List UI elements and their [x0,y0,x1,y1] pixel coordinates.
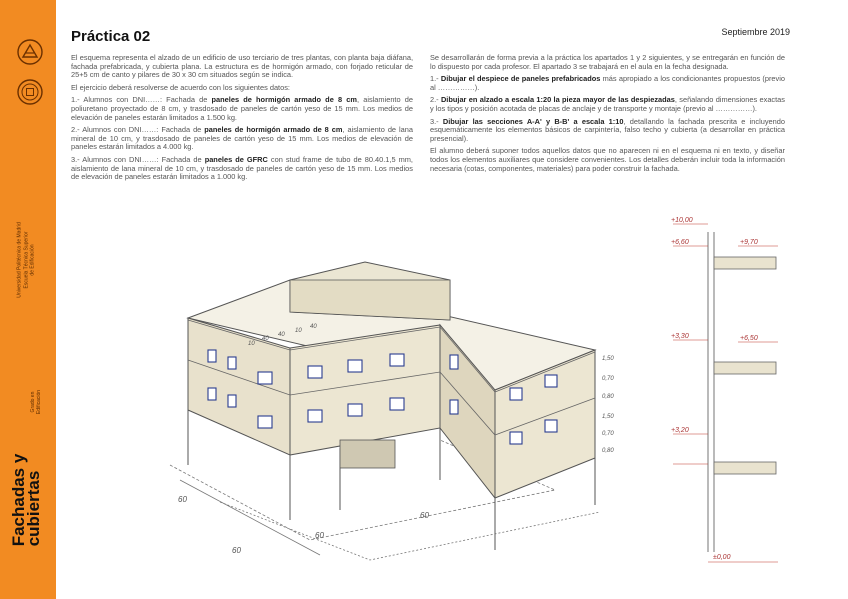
option-text: , aislamiento de poliuretano proyectado de 8 cm, y trasdosado de paneles de cartón yeso de 15 mm. Los medios de elevación de paneles estarán limitados a 1.500 kg. [71,95,413,122]
option-text: con stud frame de tubo de 80.40.1,5 mm, aislamiento de lana mineral de 10 cm, y trasdosado de paneles de cartón yeso de 15 mm. Los medios de elevación de paneles estarán limitados a 1.000 kg. [71,154,413,182]
course-title [11,454,41,547]
level-label: +6,50 [740,335,758,342]
university-name [16,222,36,298]
level-label: +6,60 [671,239,689,246]
ground-dimension-line [180,480,320,555]
task-1 [430,75,785,92]
university-line: Universidad Politécnica de Madrid [16,222,23,298]
task-text: , detallando la fachada prescrita e incluyendo esquemáticamente los elementos básicos de carpintería, falso techo y cubierta (a desarrollar en práctica presencial). [430,116,785,143]
dimension-label: 0,70 [602,376,614,382]
core-box [340,440,395,468]
task-text: , señalando dimensiones exactas y los tipos y posición acotada de placas de anclaje y de transporte y montaje (previo al ……………). [430,95,785,113]
task-highlight: Dibujar el despiece de paneles prefabricados [440,74,601,84]
dimension-label: 1,50 [602,414,614,420]
section-sketch [668,212,793,582]
dimension-label: 60 [315,531,324,540]
school-seal-icon [16,78,44,106]
degree-line: Grado en [30,391,36,413]
option-text: 1.- Alumnos con DNI……: Fachada de [71,95,212,105]
assumption-note: El alumno deberá suponer todos aquellos datos que no aparecen ni en el esquema ni en texto, y diseñar todos los elementos auxiliares que considere convenientes. Los detalles deberán incluir toda la información necesaria (cotas, componentes, materiales) para poder construir la fachada. [430,146,785,173]
right-column [430,54,785,177]
dimension-label: 60 [178,495,187,504]
task-text: 2.- [430,95,441,105]
course-line: cubiertas [24,470,43,547]
task-text: más apropiado a los condicionantes propuestos (previo al ……………). [430,74,785,92]
option-2 [71,126,413,152]
level-label: ±0,00 [713,554,731,561]
dimension-label: 40 [278,332,285,338]
page-date: Septiembre 2019 [721,27,790,37]
sidebar [0,0,56,599]
upm-logo-icon [16,38,44,66]
level-marks [673,224,778,562]
dimension-label: 0,70 [602,431,614,437]
left-column [71,54,413,186]
dimension-label: 60 [232,546,241,555]
dimension-label: 60 [420,511,429,520]
dimension-label: 0,80 [602,448,614,454]
school-line: de Edificación [29,244,36,276]
dimension-label: 0,80 [602,394,614,400]
intro-paragraph: El esquema representa el alzado de un edificio de uso terciario de tres plantas, con planta baja diáfana, fachada prefabricada, y cubierta plana. La estructura es de hormigón armado, con forjado reticular de 25+5 cm de canto y pilares de 30 x 30 cm situados según se indica. [71,53,413,80]
task-highlight: Dibujar en alzado a escala 1:20 la pieza mayor de las despiezadas [440,95,675,105]
level-label: +3,30 [671,333,689,340]
level-label: +3,20 [671,427,689,434]
ground-dimension-line [220,502,600,560]
dimension-label: 10 [295,328,302,334]
option-1 [71,96,413,122]
central-facade [290,325,440,455]
dimension-label: 40 [262,336,269,342]
option-text: 3.- Alumnos con DNI……: Fachada de [71,154,205,164]
task-2 [430,96,785,113]
exercise-paragraph: El ejercicio deberá resolverse de acuerdo con los siguientes datos: [71,82,290,92]
level-label: +9,70 [740,239,758,246]
degree-line: Edificación [36,389,42,415]
slabs [714,257,776,474]
task-highlight: Dibujar las secciones A-A' y B-B' a escala 1:10 [442,116,624,126]
option-highlight: paneles de hormigón armado de 8 cm [211,95,357,105]
option-highlight: paneles de GFRC [204,154,268,164]
page-title: Práctica 02 [71,28,151,45]
task-text: 1.- [430,74,441,84]
option-highlight: paneles de hormigón armado de 8 cm [204,125,343,135]
dimension-label: 40 [310,324,317,330]
tasks-intro: Se desarrollarán de forma previa a la práctica los apartados 1 y 2 siguientes, y se entregarán en función de lo dispuesto por cada profesor. El apartado 3 se trabajará en el aula en la fecha designada. [430,53,785,71]
degree-label [30,390,42,414]
school-line: Escuela Técnica Superior [22,231,29,289]
building-sketch [150,220,650,592]
dimension-label: 10 [248,341,255,347]
option-3 [71,156,413,182]
option-text: , aislamiento de lana mineral de 10 cm, y trasdosado de paneles de cartón yeso de 15 mm. Los medios de elevación de paneles estarán limitados a 4.000 kg. [71,125,413,152]
task-3 [430,118,785,144]
level-label: +10,00 [671,217,693,224]
dimension-label: 1,50 [602,356,614,362]
course-line: Fachadas y [9,453,28,547]
task-text: 3.- [430,116,443,126]
option-text: 2.- Alumnos con DNI……: Fachada de [71,125,205,135]
